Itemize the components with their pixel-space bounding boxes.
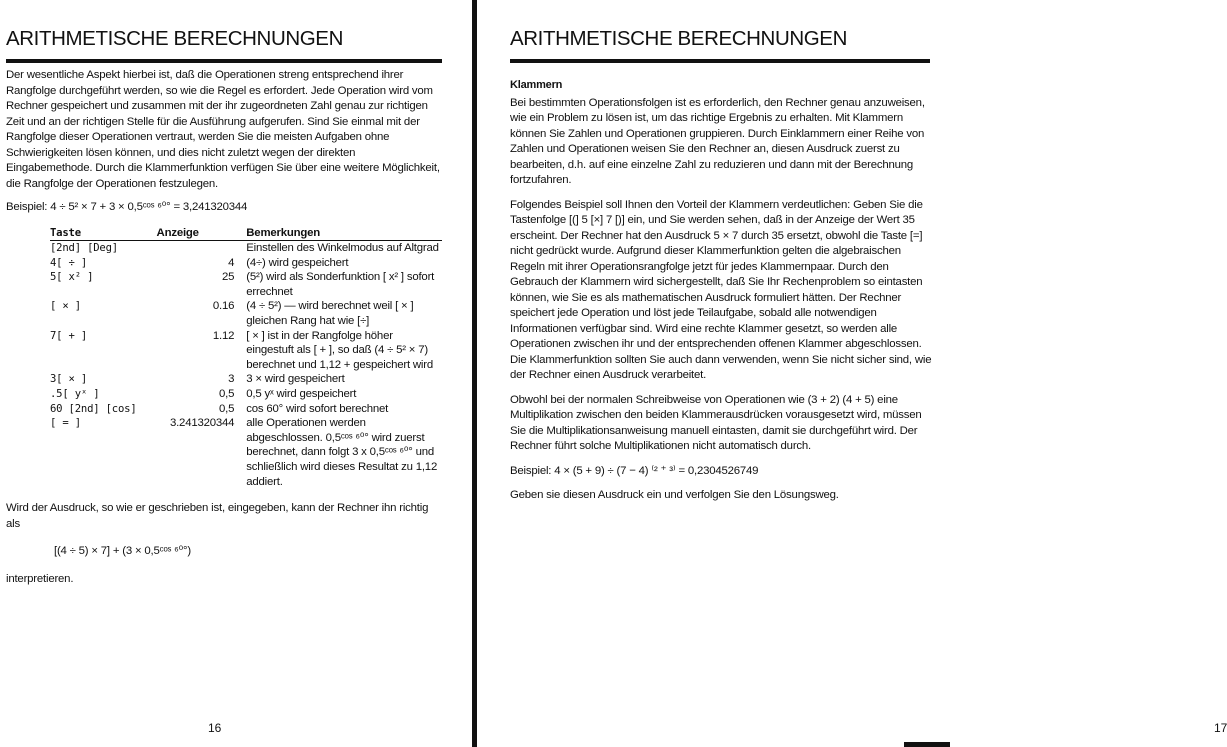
display-cell: 4 [228, 256, 235, 269]
key-cell: 5[ x² ] [50, 271, 94, 284]
page-number: 17 [1214, 721, 1227, 735]
display-cell: 0,5 [219, 402, 235, 415]
remarks-cell: (4 ÷ 5²) — wird berechnet weil [ × ] gleichen Rang hat wie [÷] [246, 300, 414, 328]
column-header-display: Anzeige [157, 226, 247, 241]
key-cell: 3[ × ] [50, 373, 88, 386]
closing-line: Geben sie diesen Ausdruck ein und verfolgen Sie den Lösungsweg. [510, 489, 839, 501]
remarks-cell: (4÷) wird gespeichert [246, 256, 349, 269]
intro-paragraph: Der wesentliche Aspekt hierbei ist, daß die Operationen streng entsprechend ihrer Rangfolge durchgeführt werden, so wie die Regel es erfordert. Jede Operation wird vom Rechner gespeichert und zusammen mit der ihr zugeordneten Zahl genau zur richtigen Zeit und an der richtigen Stelle für die Ausführung aufgerufen. Sind Sie einmal mit der Rangfolge dieser Operationen vertraut, werden Sie die meisten Aufgaben ohne Schwierigkeiten lösen können, und dies nicht zuletzt wegen der direkten Eingabemethode. Durch die Klammerfunktion verfügen Sie über eine weitere Möglichkeit, die Rangfolge der Operationen festzulegen. [6, 69, 440, 190]
display-cell: 1.12 [212, 329, 235, 342]
key-cell: 4[ ÷ ] [50, 256, 88, 269]
table-row [50, 402, 442, 417]
key-cell: [ = ] [50, 417, 81, 430]
table-body [50, 241, 442, 490]
table-header-row [50, 226, 442, 241]
paragraph-1: Bei bestimmten Operationsfolgen ist es erforderlich, den Rechner genau anzuweisen, wie ein Problem zu lösen ist, um das richtige Ergebnis zu erhalten. Mit Klammern können Sie Zahlen und Operationen gruppieren. Durch Einklammern einer Reihe von Zahlen und Operationen weisen Sie den Rechner an, diesen Ausdruck zuerst zu bearbeiten, d.h. auf eine einzelne Zahl zu reduzieren und dann mit der Berechnung fortzufahren. [510, 96, 925, 186]
remarks-cell: alle Operationen werden abgeschlossen. 0,5ᶜᵒˢ ⁶⁰° wird zuerst berechnet, dann folgt 3 x 0,5ᶜᵒˢ ⁶⁰° und schließlich wird dieses Resultat zu 1,12 addiert. [246, 417, 438, 488]
remarks-cell: [ × ] ist in der Rangfolge höher eingestuft als [ + ], so daß (4 ÷ 5² × 7) berechnet und 1,12 + gespeichert wird [246, 329, 433, 371]
table-row [50, 416, 442, 489]
remarks-cell: Einstellen des Winkelmodus auf Altgrad [246, 242, 439, 255]
left-page [0, 0, 470, 747]
left-body [6, 68, 442, 587]
key-cell: [ × ] [50, 300, 81, 313]
page-title: ARITHMETISCHE BERECHNUNGEN [510, 27, 847, 50]
display-cell: 0.16 [212, 300, 235, 313]
remarks-cell: 3 × wird gespeichert [246, 373, 345, 386]
after-table-paragraph: Wird der Ausdruck, so wie er geschrieben ist, eingegeben, kann der Rechner ihn richtig als [6, 502, 429, 530]
display-cell: 0,5 [219, 388, 235, 401]
key-cell: 60 [2nd] [cos] [50, 402, 137, 415]
table-row [50, 387, 442, 402]
title-rule [510, 59, 930, 63]
paragraph-2: Folgendes Beispiel soll Ihnen den Vorteil der Klammern verdeutlichen: Geben Sie die Tastenfolge [(] 5 [×] 7 [)] ein, und Sie werden sehen, daß in der Anzeige der Wert 35 erscheint. Der Rechner hat den Ausdruck 5 × 7 durch 35 ersetzt, obwohl die Taste [=] nicht gedrückt wurde. Aufgrund dieser Klammerfunktion gelten die algebraischen Regeln mit ihrer Operationsrangfolge jetzt für jedes Klammernpaar. Durch den Gebrauch der Klammern wird sichergestellt, daß Sie Ihr Rechenproblem so eintasten können, wie Sie es als mathematischen Ausdruck formuliert hätten. Der Rechner speichert jede Operation und löst jede Teilaufgabe, sobald alle notwendigen Informationen verfügbar sind. Wird eine rechte Klammer gesetzt, so werden alle Operationen zwischen ihr und der entsprechenden offenen Klammer abgeschlossen. Die Klammerfunktion sollten Sie auch dann verwenden, wenn Sie nicht sicher sind, wie der Rechner einen Ausdruck verarbeitet. [510, 198, 932, 381]
table-row [50, 270, 442, 299]
column-header-remarks: Bemerkungen [246, 226, 442, 241]
key-cell: 7[ + ] [50, 329, 88, 342]
display-cell: 25 [222, 271, 235, 284]
column-header-key: Taste [50, 226, 157, 241]
formula-line: [(4 ÷ 5) × 7] + (3 × 0,5ᶜᵒˢ ⁶⁰°) [54, 545, 191, 558]
table-row [50, 329, 442, 373]
interpret-line: interpretieren. [6, 572, 74, 585]
display-cell: 3 [228, 373, 235, 386]
key-cell: [2nd] [Deg] [50, 242, 118, 255]
right-page [484, 0, 1227, 747]
page-title: ARITHMETISCHE BERECHNUNGEN [6, 27, 343, 50]
corner-mark [904, 742, 950, 747]
page-number: 16 [208, 721, 222, 735]
section-heading: Klammern [510, 79, 563, 91]
display-cell [157, 241, 247, 256]
table-row [50, 241, 442, 256]
remarks-cell: 0,5 yˣ wird gespeichert [246, 388, 357, 401]
right-body [510, 78, 936, 504]
remarks-cell: cos 60° wird sofort berechnet [246, 402, 389, 415]
display-cell: 3.241320344 [169, 417, 235, 430]
example-line: Beispiel: 4 × (5 + 9) ÷ (7 − 4) ⁽² ⁺ ³⁾ = 0,2304526749 [510, 464, 759, 477]
key-cell: .5[ yˣ ] [50, 388, 100, 401]
example-line: Beispiel: 4 ÷ 5² × 7 + 3 × 0,5ᶜᵒˢ ⁶⁰° = 3,241320344 [6, 201, 248, 213]
remarks-cell: (5²) wird als Sonderfunktion [ x² ] sofort errechnet [246, 271, 435, 298]
keystroke-table [50, 226, 442, 490]
page-divider [472, 0, 477, 747]
title-rule [6, 59, 442, 63]
paragraph-3: Obwohl bei der normalen Schreibweise von Operationen wie (3 + 2) (4 + 5) eine Multiplikation zwischen den beiden Klammerausdrücken vorausgesetzt wird, müssen Sie die Multiplikationsanweisung manuell eintasten, damit sie durchgeführt wird. Der Rechner führt solche Multiplikationen nicht automatisch durch. [510, 393, 922, 452]
table-row [50, 256, 442, 271]
table-row [50, 299, 442, 328]
table-row [50, 372, 442, 387]
